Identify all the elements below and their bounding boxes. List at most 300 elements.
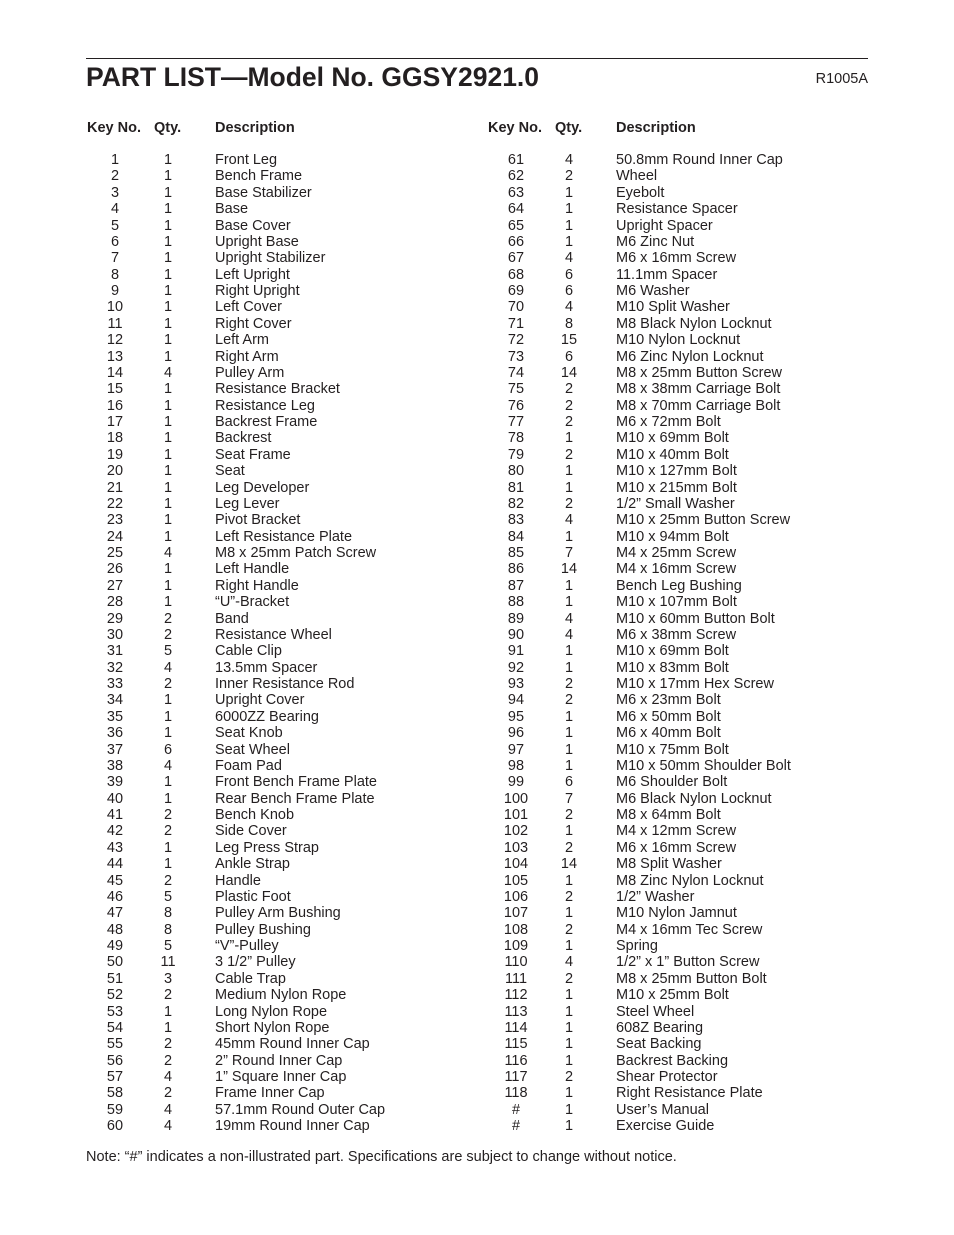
- part-description: M8 x 64mm Bolt: [616, 807, 721, 823]
- part-description: Spring: [616, 938, 658, 954]
- table-row: [86, 822, 466, 838]
- table-row: [487, 855, 868, 871]
- part-description: Medium Nylon Rope: [215, 987, 347, 1004]
- part-description: M10 x 17mm Hex Screw: [616, 676, 774, 692]
- quantity: 1: [163, 152, 173, 168]
- table-row: [487, 560, 868, 576]
- quantity: 2: [163, 626, 173, 643]
- quantity: 2: [163, 610, 173, 627]
- quantity: 1: [564, 217, 574, 234]
- parts-table-left: [86, 151, 466, 1134]
- table-row: [487, 397, 868, 413]
- part-description: Left Cover: [215, 299, 282, 316]
- table-row: [86, 266, 466, 282]
- quantity: 6: [564, 774, 574, 791]
- key-number: 73: [507, 348, 525, 365]
- table-row: [86, 953, 466, 969]
- quantity: 4: [163, 1118, 173, 1135]
- table-row: [86, 495, 466, 511]
- key-number: 56: [106, 1052, 124, 1069]
- quantity: 14: [560, 856, 578, 873]
- quantity: 1: [564, 905, 574, 922]
- key-number: 39: [106, 774, 124, 791]
- key-number: 108: [503, 921, 529, 938]
- part-description: Right Cover: [215, 315, 292, 332]
- table-row: [487, 904, 868, 920]
- table-row: [86, 921, 466, 937]
- part-description: Upright Cover: [215, 692, 305, 709]
- key-number: 22: [106, 495, 124, 512]
- page-title: PART LIST—Model No. GGSY2921.0: [86, 62, 540, 92]
- quantity: 1: [564, 528, 574, 545]
- table-row: [487, 1052, 868, 1068]
- table-row: [86, 691, 466, 707]
- table-row: [86, 1101, 466, 1117]
- part-description: M10 x 50mm Shoulder Bolt: [616, 757, 791, 774]
- part-description: M10 x 69mm Bolt: [616, 430, 729, 447]
- table-row: [487, 331, 868, 347]
- key-number: 43: [106, 839, 124, 856]
- quantity: 2: [564, 168, 574, 185]
- quantity: 5: [163, 938, 173, 954]
- quantity: 1: [564, 201, 574, 218]
- key-number: 18: [106, 430, 124, 447]
- part-description: M10 x 127mm Bolt: [616, 463, 737, 480]
- key-number: 116: [504, 1052, 528, 1069]
- table-row: [86, 380, 466, 396]
- quantity: 1: [163, 397, 173, 414]
- part-description: Leg Developer: [215, 479, 310, 496]
- table-row: [86, 773, 466, 789]
- part-description: Right Upright: [215, 283, 300, 299]
- table-row: [487, 266, 868, 282]
- key-number: 115: [504, 1036, 528, 1053]
- quantity: 1: [163, 299, 173, 316]
- part-description: Bench Leg Bushing: [616, 577, 742, 594]
- part-description: M10 Nylon Locknut: [616, 332, 741, 349]
- key-number: 51: [106, 970, 124, 987]
- table-row: [487, 233, 868, 249]
- key-number: 75: [507, 381, 525, 398]
- part-description: Band: [215, 610, 249, 627]
- key-number: 57: [106, 1069, 124, 1085]
- table-row: [487, 773, 868, 789]
- key-number: 44: [106, 856, 124, 873]
- quantity: 7: [564, 790, 574, 807]
- key-number: 78: [507, 430, 525, 447]
- table-row: [487, 724, 868, 740]
- header-desc-left: Description: [215, 120, 295, 136]
- key-number: 84: [507, 528, 525, 545]
- table-row: [487, 298, 868, 314]
- key-number: 97: [507, 741, 525, 758]
- table-row: [86, 397, 466, 413]
- table-row: [487, 380, 868, 396]
- part-description: Base Stabilizer: [215, 184, 312, 201]
- table-row: [487, 888, 868, 904]
- key-number: 35: [106, 708, 124, 725]
- table-row: [487, 1035, 868, 1051]
- key-number: 15: [106, 381, 124, 398]
- part-description: Front Leg: [215, 152, 278, 168]
- table-row: [487, 544, 868, 560]
- part-description: Left Resistance Plate: [215, 528, 353, 545]
- quantity: 1: [564, 643, 574, 660]
- part-description: Resistance Wheel: [215, 626, 332, 643]
- quantity: 1: [163, 250, 173, 267]
- table-row: [487, 1101, 868, 1117]
- table-row: [86, 872, 466, 888]
- quantity: 5: [163, 888, 173, 905]
- quantity: 1: [163, 528, 173, 545]
- table-row: [86, 986, 466, 1002]
- key-number: 52: [106, 987, 124, 1004]
- quantity: 1: [163, 446, 173, 463]
- part-description: M10 Split Washer: [616, 299, 730, 316]
- quantity: 2: [564, 839, 574, 856]
- table-row: [86, 741, 466, 757]
- key-number: 25: [106, 545, 124, 561]
- quantity: 14: [560, 561, 578, 578]
- quantity: 1: [163, 856, 173, 873]
- quantity: 1: [564, 233, 574, 250]
- table-row: [86, 200, 466, 216]
- part-description: Base: [215, 201, 249, 218]
- part-description: M10 x 25mm Bolt: [616, 987, 729, 1004]
- table-row: [487, 446, 868, 462]
- key-number: 55: [106, 1036, 124, 1053]
- quantity: 4: [163, 757, 173, 774]
- key-number: 60: [106, 1118, 124, 1135]
- part-description: M8 Black Nylon Locknut: [616, 315, 772, 332]
- part-description: Ankle Strap: [215, 856, 290, 873]
- key-number: 20: [106, 463, 124, 480]
- part-description: Bench Frame: [215, 168, 303, 185]
- table-row: [487, 610, 868, 626]
- table-row: [487, 479, 868, 495]
- quantity: 1: [163, 463, 173, 480]
- table-row: [86, 904, 466, 920]
- quantity: 1: [163, 839, 173, 856]
- quantity: 1: [163, 233, 173, 250]
- quantity: 6: [564, 348, 574, 365]
- table-row: [86, 675, 466, 691]
- part-description: Side Cover: [215, 823, 287, 840]
- key-number: 26: [106, 561, 124, 578]
- quantity: 1: [163, 512, 173, 529]
- table-row: [86, 593, 466, 609]
- key-number: 81: [507, 479, 525, 496]
- key-number: 37: [106, 741, 124, 758]
- table-row: [86, 462, 466, 478]
- quantity: 1: [163, 217, 173, 234]
- table-row: [487, 413, 868, 429]
- part-description: Leg Press Strap: [215, 839, 319, 856]
- table-row: [487, 1117, 868, 1133]
- part-description: Right Handle: [215, 577, 299, 594]
- part-description: M4 x 16mm Tec Screw: [616, 921, 763, 938]
- table-row: [487, 1003, 868, 1019]
- quantity: 4: [163, 1069, 173, 1085]
- table-row: [86, 151, 466, 167]
- part-description: Exercise Guide: [616, 1118, 715, 1135]
- key-number: 29: [106, 610, 124, 627]
- part-description: Shear Protector: [616, 1069, 718, 1085]
- key-number: 61: [507, 152, 525, 168]
- table-row: [487, 511, 868, 527]
- key-number: 2: [110, 168, 120, 185]
- quantity: 2: [564, 676, 574, 692]
- table-row: [86, 970, 466, 986]
- key-number: 103: [503, 839, 529, 856]
- quantity: 2: [163, 987, 173, 1004]
- key-number: 82: [507, 495, 525, 512]
- part-description: M6 x 38mm Screw: [616, 626, 737, 643]
- part-description: 6000ZZ Bearing: [215, 708, 319, 725]
- part-description: M10 x 40mm Bolt: [616, 446, 729, 463]
- table-row: [86, 1052, 466, 1068]
- key-number: 32: [106, 659, 124, 676]
- key-number: 87: [507, 577, 525, 594]
- quantity: 2: [564, 397, 574, 414]
- quantity: 1: [564, 463, 574, 480]
- part-description: Eyebolt: [616, 184, 665, 201]
- quantity: 3: [163, 970, 173, 987]
- key-number: 40: [106, 790, 124, 807]
- key-number: 92: [507, 659, 525, 676]
- part-description: Upright Base: [215, 233, 299, 250]
- quantity: 1: [564, 1003, 574, 1020]
- quantity: 2: [564, 495, 574, 512]
- part-description: M6 Zinc Nylon Locknut: [616, 348, 764, 365]
- table-row: [86, 298, 466, 314]
- part-description: M6 x 40mm Bolt: [616, 725, 721, 742]
- key-number: 31: [106, 643, 124, 660]
- table-row: [487, 921, 868, 937]
- key-number: 98: [507, 757, 525, 774]
- table-row: [86, 282, 466, 298]
- part-description: Backrest: [215, 430, 272, 447]
- table-row: [86, 528, 466, 544]
- key-number: 7: [110, 250, 120, 267]
- key-number: 113: [504, 1003, 528, 1020]
- part-description: 19mm Round Inner Cap: [215, 1118, 370, 1135]
- part-description: M6 x 50mm Bolt: [616, 708, 721, 725]
- part-description: M10 x 107mm Bolt: [616, 594, 737, 611]
- top-rule: [86, 58, 868, 59]
- part-description: Foam Pad: [215, 757, 282, 774]
- table-row: [487, 1084, 868, 1100]
- table-row: [86, 1117, 466, 1133]
- table-row: [487, 528, 868, 544]
- part-description: Seat Wheel: [215, 741, 290, 758]
- quantity: 1: [564, 1101, 574, 1118]
- quantity: 2: [564, 1069, 574, 1085]
- key-number: 95: [507, 708, 525, 725]
- quantity: 2: [163, 823, 173, 840]
- table-row: [86, 1019, 466, 1035]
- part-description: M6 Black Nylon Locknut: [616, 790, 772, 807]
- table-row: [86, 479, 466, 495]
- table-row: [86, 790, 466, 806]
- key-number: 76: [507, 397, 525, 414]
- table-row: [86, 249, 466, 265]
- key-number: 14: [106, 364, 124, 381]
- quantity: 7: [564, 545, 574, 561]
- part-description: Cable Trap: [215, 970, 286, 987]
- table-row: [86, 724, 466, 740]
- part-description: Handle: [215, 872, 261, 889]
- quantity: 1: [564, 430, 574, 447]
- quantity: 1: [564, 659, 574, 676]
- key-number: 99: [507, 774, 525, 791]
- table-row: [487, 626, 868, 642]
- part-description: Left Upright: [215, 266, 290, 283]
- table-row: [487, 790, 868, 806]
- part-description: 11.1mm Spacer: [616, 266, 718, 283]
- part-description: User’s Manual: [616, 1101, 709, 1118]
- quantity: 4: [564, 954, 574, 971]
- key-number: 106: [503, 888, 529, 905]
- table-row: [86, 560, 466, 576]
- quantity: 4: [163, 545, 173, 561]
- part-description: M4 x 12mm Screw: [616, 823, 737, 840]
- table-row: [487, 986, 868, 1002]
- part-description: M10 x 60mm Button Bolt: [616, 610, 775, 627]
- part-description: Upright Spacer: [616, 217, 713, 234]
- table-row: [86, 446, 466, 462]
- quantity: 1: [163, 168, 173, 185]
- key-number: 33: [106, 676, 124, 692]
- key-number: 17: [106, 414, 124, 430]
- key-number: 21: [106, 479, 124, 496]
- table-row: [487, 937, 868, 953]
- parts-table-right: [487, 151, 868, 1134]
- key-number: 90: [507, 626, 525, 643]
- table-row: [487, 953, 868, 969]
- part-description: Wheel: [616, 168, 658, 185]
- quantity: 1: [163, 283, 173, 299]
- quantity: 1: [163, 266, 173, 283]
- key-number: 46: [106, 888, 124, 905]
- table-row: [86, 167, 466, 183]
- part-description: Seat: [215, 463, 245, 480]
- key-number: 94: [507, 692, 525, 709]
- part-description: 1/2” Small Washer: [616, 495, 735, 512]
- table-row: [86, 839, 466, 855]
- part-description: M10 x 69mm Bolt: [616, 643, 729, 660]
- quantity: 1: [564, 184, 574, 201]
- key-number: 13: [106, 348, 124, 365]
- part-description: Steel Wheel: [616, 1003, 695, 1020]
- table-row: [487, 970, 868, 986]
- quantity: 15: [560, 332, 578, 349]
- quantity: 4: [163, 1101, 173, 1118]
- key-number: 8: [110, 266, 120, 283]
- quantity: 2: [564, 888, 574, 905]
- table-row: [86, 1068, 466, 1084]
- quantity: 6: [163, 741, 173, 758]
- quantity: 4: [564, 299, 574, 316]
- quantity: 1: [163, 184, 173, 201]
- quantity: 1: [163, 725, 173, 742]
- quantity: 1: [564, 757, 574, 774]
- quantity: 2: [564, 921, 574, 938]
- key-number: 100: [503, 790, 529, 807]
- key-number: 54: [106, 1019, 124, 1036]
- quantity: 6: [564, 283, 574, 299]
- table-row: [86, 610, 466, 626]
- quantity: 1: [163, 332, 173, 349]
- part-description: Right Resistance Plate: [616, 1085, 763, 1102]
- key-number: 68: [507, 266, 525, 283]
- key-number: 118: [504, 1085, 528, 1102]
- part-description: Upright Stabilizer: [215, 250, 326, 267]
- table-row: [86, 1084, 466, 1100]
- quantity: 1: [564, 577, 574, 594]
- part-description: M6 Shoulder Bolt: [616, 774, 728, 791]
- key-number: 10: [106, 299, 124, 316]
- quantity: 1: [163, 430, 173, 447]
- part-description: Backrest Frame: [215, 414, 318, 430]
- table-row: [487, 462, 868, 478]
- table-row: [86, 544, 466, 560]
- table-row: [86, 184, 466, 200]
- key-number: 19: [106, 446, 124, 463]
- key-number: #: [511, 1118, 521, 1135]
- part-description: M6 x 16mm Screw: [616, 250, 737, 267]
- key-number: 49: [106, 938, 124, 954]
- part-description: M8 Split Washer: [616, 856, 722, 873]
- quantity: 1: [163, 577, 173, 594]
- key-number: 64: [507, 201, 525, 218]
- part-description: M6 x 72mm Bolt: [616, 414, 721, 430]
- part-description: 608Z Bearing: [616, 1019, 704, 1036]
- table-row: [487, 1019, 868, 1035]
- part-description: Long Nylon Rope: [215, 1003, 328, 1020]
- quantity: 1: [564, 987, 574, 1004]
- part-description: M6 Zinc Nut: [616, 233, 695, 250]
- table-row: [487, 282, 868, 298]
- part-description: M4 x 16mm Screw: [616, 561, 737, 578]
- part-description: Base Cover: [215, 217, 291, 234]
- key-number: 11: [107, 315, 123, 332]
- part-description: M8 x 25mm Button Bolt: [616, 970, 767, 987]
- quantity: 1: [564, 1019, 574, 1036]
- quantity: 1: [564, 1118, 574, 1135]
- header-key-right: Key No.: [488, 120, 542, 136]
- part-description: M10 x 94mm Bolt: [616, 528, 729, 545]
- key-number: 72: [507, 332, 525, 349]
- table-row: [487, 315, 868, 331]
- key-number: 89: [507, 610, 525, 627]
- quantity: 1: [564, 1052, 574, 1069]
- quantity: 2: [564, 692, 574, 709]
- key-number: 74: [507, 364, 525, 381]
- key-number: 104: [503, 856, 529, 873]
- quantity: 2: [564, 970, 574, 987]
- quantity: 1: [163, 1019, 173, 1036]
- table-row: [487, 659, 868, 675]
- quantity: 2: [564, 381, 574, 398]
- key-number: 47: [106, 905, 124, 922]
- table-row: [487, 217, 868, 233]
- quantity: 1: [163, 1003, 173, 1020]
- part-description: Pulley Bushing: [215, 921, 311, 938]
- key-number: 4: [110, 201, 120, 218]
- part-description: “V”-Pulley: [215, 938, 279, 954]
- key-number: 53: [106, 1003, 124, 1020]
